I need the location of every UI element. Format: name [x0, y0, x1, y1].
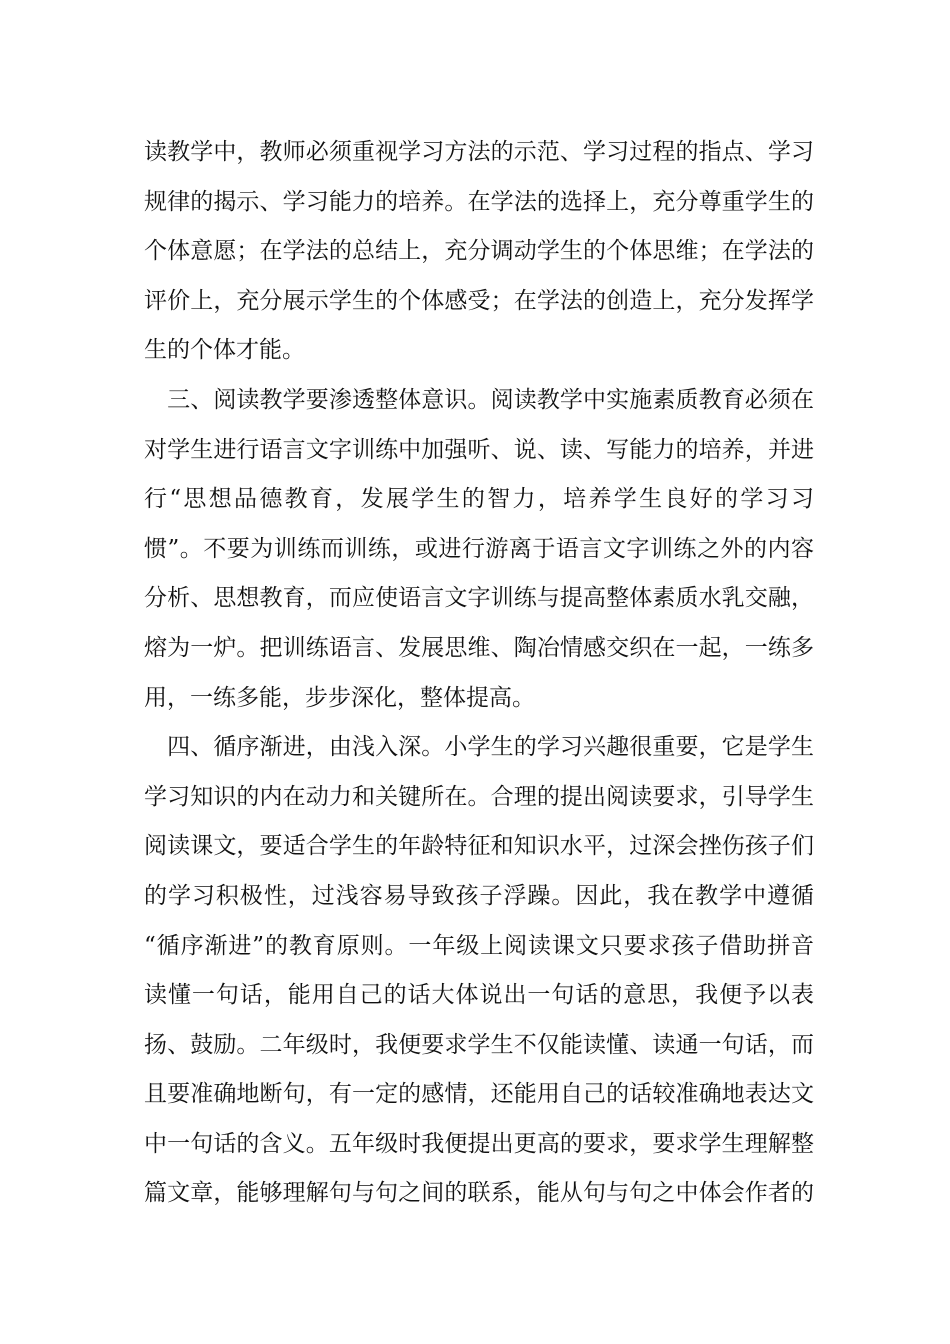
text-line: 个体意愿；在学法的总结上，充分调动学生的个体思维；在学法的: [144, 238, 814, 265]
text-line: 扬、鼓励。二年级时，我便要求学生不仅能读懂、读通一句话，而: [144, 1031, 814, 1058]
paragraph-2: [144, 376, 814, 723]
document-body: [144, 128, 814, 1219]
text-line: 三、阅读教学要渗透整体意识。阅读教学中实施素质教育必须在: [144, 386, 814, 413]
text-line: 分析、思想教育，而应使语言文字训练与提高整体素质水乳交融，: [144, 585, 814, 612]
paragraph-3: [144, 723, 814, 1219]
text-line: 熔为一炉。把训练语言、发展思维、陶冶情感交织在一起，一练多: [144, 634, 814, 661]
text-line: “循序渐进”的教育原则。一年级上阅读课文只要求孩子借助拼音: [144, 932, 814, 959]
paragraph-1: [144, 128, 814, 376]
text-line: 篇文章，能够理解句与句之间的联系，能从句与句之中体会作者的: [144, 1180, 814, 1207]
text-line: 评价上，充分展示学生的个体感受；在学法的创造上，充分发挥学: [144, 287, 814, 314]
text-line: 行“思想品德教育，发展学生的智力，培养学生良好的学习习: [144, 486, 814, 513]
text-line: 学习知识的内在动力和关键所在。合理的提出阅读要求，引导学生: [144, 783, 814, 810]
text-line: 对学生进行语言文字训练中加强听、说、读、写能力的培养，并进: [144, 436, 814, 463]
text-line: 且要准确地断句，有一定的感情，还能用自己的话较准确地表达文: [144, 1081, 814, 1108]
text-line: 生的个体才能。: [144, 337, 305, 364]
text-line: 阅读课文，要适合学生的年龄特征和知识水平，过深会挫伤孩子们: [144, 833, 814, 860]
text-line: 惯”。不要为训练而训练，或进行游离于语言文字训练之外的内容: [144, 535, 814, 562]
text-line: 规律的揭示、学习能力的培养。在学法的选择上，充分尊重学生的: [144, 188, 814, 215]
text-line: 四、循序渐进，由浅入深。小学生的学习兴趣很重要，它是学生: [144, 734, 814, 761]
text-line: 中一句话的含义。五年级时我便提出更高的要求，要求学生理解整: [144, 1130, 814, 1157]
text-line: 读教学中，教师必须重视学习方法的示范、学习过程的指点、学习: [144, 139, 814, 165]
text-line: 的学习积极性，过浅容易导致孩子浮躁。因此，我在教学中遵循: [144, 882, 814, 909]
text-line: 读懂一句话，能用自己的话大体说出一句话的意思，我便予以表: [144, 982, 814, 1009]
text-line: 用，一练多能，步步深化，整体提高。: [144, 684, 535, 711]
